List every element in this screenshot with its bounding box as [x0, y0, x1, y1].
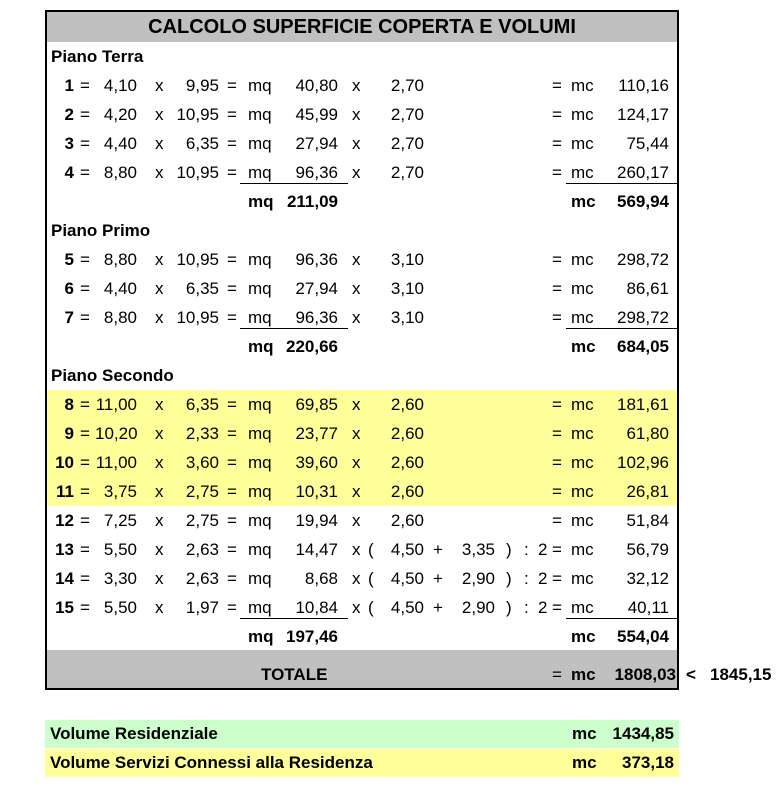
- equals-sign: =: [80, 134, 90, 153]
- summary-label: Volume Residenziale: [50, 724, 218, 743]
- summary-label: Volume Servizi Connessi alla Residenza: [50, 753, 373, 772]
- volume-value: 110,16: [618, 76, 669, 95]
- equals-sign: =: [552, 569, 562, 588]
- equals-sign: =: [80, 395, 90, 414]
- subtotal-area-unit: mq: [248, 627, 274, 646]
- dimension-a: 5,50: [103, 598, 137, 617]
- area-value: 14,47: [295, 540, 338, 559]
- volume-unit: mc: [571, 540, 594, 559]
- height-value: 2,60: [390, 453, 424, 472]
- subtotal-rule: [240, 183, 348, 184]
- volume-value: 32,12: [626, 569, 669, 588]
- multiply-sign: x: [155, 598, 164, 617]
- table-row: [47, 564, 677, 593]
- open-paren: (: [368, 569, 374, 588]
- equals-sign: =: [80, 540, 90, 559]
- equals-sign: =: [552, 511, 562, 530]
- equals-sign: =: [552, 163, 562, 182]
- total-unit: mc: [571, 665, 596, 684]
- subtotal-volume: 569,94: [617, 192, 669, 211]
- height-value: 2,70: [390, 163, 424, 182]
- multiply-sign: x: [155, 569, 164, 588]
- total-equals: =: [552, 665, 562, 684]
- divisor: 2: [538, 569, 548, 588]
- dimension-a: 8,80: [103, 250, 137, 269]
- volume-unit: mc: [571, 250, 594, 269]
- volume-unit: mc: [571, 134, 594, 153]
- dimension-b: 6,35: [185, 395, 219, 414]
- dimension-a: 10,20: [95, 424, 138, 443]
- volume-value: 26,81: [626, 482, 669, 501]
- volume-value: 86,61: [626, 279, 669, 298]
- equals-sign: =: [80, 163, 90, 182]
- equals-sign: =: [80, 424, 90, 443]
- row-number: 13: [55, 540, 74, 559]
- multiply-sign: x: [155, 308, 164, 327]
- subtotal-volume-unit: mc: [571, 337, 596, 356]
- total-label: TOTALE: [261, 665, 328, 684]
- row-number: 3: [64, 134, 74, 153]
- dimension-a: 4,40: [103, 134, 137, 153]
- height-value: 3,10: [390, 308, 424, 327]
- subtotal-volume-unit: mc: [571, 627, 596, 646]
- subtotal-area: 197,46: [286, 627, 338, 646]
- volume-unit: mc: [571, 453, 594, 472]
- table-row: [47, 71, 677, 100]
- volume-value: 75,44: [626, 134, 669, 153]
- dimension-b: 2,75: [185, 511, 219, 530]
- volume-value: 56,79: [626, 540, 669, 559]
- dimension-a: 8,80: [103, 163, 137, 182]
- dimension-b: 10,95: [176, 250, 219, 269]
- dimension-b: 6,35: [185, 134, 219, 153]
- area-value: 69,85: [295, 395, 338, 414]
- equals-sign: =: [227, 76, 237, 95]
- plus-sign: +: [433, 540, 443, 559]
- equals-sign: =: [227, 163, 237, 182]
- multiply-sign: x: [352, 453, 361, 472]
- dimension-a: 4,10: [103, 76, 137, 95]
- equals-sign: =: [552, 424, 562, 443]
- subtotal-row: [47, 187, 677, 216]
- equals-sign: =: [227, 540, 237, 559]
- equals-sign: =: [227, 105, 237, 124]
- section-header: Piano Primo: [51, 221, 151, 240]
- volume-value: 40,11: [627, 598, 669, 617]
- height-value: 4,50: [390, 540, 424, 559]
- multiply-sign: x: [352, 163, 361, 182]
- subtotal-rule: [566, 183, 679, 184]
- divide-sign: :: [524, 598, 529, 617]
- multiply-sign: x: [155, 76, 164, 95]
- equals-sign: =: [80, 308, 90, 327]
- area-unit: mq: [248, 279, 272, 298]
- area-unit: mq: [248, 569, 272, 588]
- row-number: 10: [55, 453, 74, 472]
- area-unit: mq: [248, 424, 272, 443]
- subtotal-area-unit: mq: [248, 192, 274, 211]
- dimension-b: 3,60: [185, 453, 219, 472]
- height-value: 2,60: [390, 511, 424, 530]
- area-unit: mq: [248, 76, 272, 95]
- dimension-a: 4,40: [103, 279, 137, 298]
- multiply-sign: x: [352, 134, 361, 153]
- area-value: 45,99: [295, 105, 338, 124]
- row-number: 8: [64, 395, 74, 414]
- section-header: Piano Secondo: [51, 366, 174, 385]
- height-value: 2,60: [390, 482, 424, 501]
- area-unit: mq: [248, 598, 272, 617]
- table-row: [47, 535, 677, 564]
- divisor: 2: [538, 598, 548, 617]
- height-value: 2,70: [390, 134, 424, 153]
- area-value: 40,80: [295, 76, 338, 95]
- subtotal-row: [47, 332, 677, 361]
- equals-sign: =: [552, 308, 562, 327]
- dimension-a: 3,30: [103, 569, 137, 588]
- row-number: 15: [55, 598, 74, 617]
- equals-sign: =: [227, 453, 237, 472]
- area-value: 10,31: [295, 482, 338, 501]
- height-value: 2,60: [390, 395, 424, 414]
- height-value: 3,10: [390, 279, 424, 298]
- row-number: 9: [64, 424, 74, 443]
- multiply-sign: x: [155, 424, 164, 443]
- dimension-b: 2,63: [185, 569, 219, 588]
- multiply-sign: x: [155, 250, 164, 269]
- section-header: Piano Terra: [51, 47, 144, 66]
- height-value: 4,50: [390, 569, 424, 588]
- subtotal-rule: [566, 328, 679, 329]
- row-number: 14: [55, 569, 74, 588]
- dimension-b: 2,33: [185, 424, 219, 443]
- volume-unit: mc: [571, 105, 594, 124]
- volume-value: 181,61: [617, 395, 669, 414]
- dimension-b: 2,75: [185, 482, 219, 501]
- multiply-sign: x: [352, 511, 361, 530]
- multiply-sign: x: [352, 279, 361, 298]
- equals-sign: =: [227, 395, 237, 414]
- table-row: [47, 390, 677, 419]
- equals-sign: =: [227, 569, 237, 588]
- volume-unit: mc: [571, 163, 594, 182]
- table-row: [47, 274, 677, 303]
- multiply-sign: x: [155, 395, 164, 414]
- height-value-2: 2,90: [461, 569, 495, 588]
- area-value: 96,36: [295, 163, 338, 182]
- volume-unit: mc: [571, 279, 594, 298]
- multiply-sign: x: [352, 569, 361, 588]
- multiply-sign: x: [352, 598, 361, 617]
- row-number: 4: [64, 163, 74, 182]
- total-row: [47, 650, 677, 690]
- summary-value: 373,18: [622, 753, 674, 772]
- dimension-b: 9,95: [185, 76, 219, 95]
- dimension-b: 10,95: [176, 163, 219, 182]
- equals-sign: =: [80, 453, 90, 472]
- total-value: 1808,03: [614, 665, 676, 684]
- area-unit: mq: [248, 540, 272, 559]
- summary-unit: mc: [572, 724, 597, 743]
- area-value: 96,36: [295, 250, 338, 269]
- multiply-sign: x: [155, 279, 164, 298]
- area-unit: mq: [248, 453, 272, 472]
- area-unit: mq: [248, 105, 272, 124]
- multiply-sign: x: [155, 540, 164, 559]
- multiply-sign: x: [352, 76, 361, 95]
- height-value-2: 3,35: [461, 540, 495, 559]
- equals-sign: =: [552, 250, 562, 269]
- equals-sign: =: [227, 511, 237, 530]
- height-value-2: 2,90: [461, 598, 495, 617]
- area-unit: mq: [248, 163, 272, 182]
- dimension-a: 3,75: [103, 482, 137, 501]
- subtotal-area: 211,09: [286, 192, 338, 211]
- multiply-sign: x: [155, 482, 164, 501]
- multiply-sign: x: [352, 395, 361, 414]
- summary-value: 1434,85: [612, 724, 674, 743]
- table-row: [47, 477, 677, 506]
- height-value: 2,70: [390, 105, 424, 124]
- volume-unit: mc: [571, 424, 594, 443]
- equals-sign: =: [80, 482, 90, 501]
- height-value: 3,10: [390, 250, 424, 269]
- volume-unit: mc: [571, 308, 594, 327]
- equals-sign: =: [227, 598, 237, 617]
- divide-sign: :: [524, 540, 529, 559]
- equals-sign: =: [552, 134, 562, 153]
- multiply-sign: x: [352, 105, 361, 124]
- multiply-sign: x: [352, 308, 361, 327]
- close-paren: ): [506, 540, 512, 559]
- dimension-a: 11,00: [95, 453, 137, 472]
- multiply-sign: x: [352, 540, 361, 559]
- subtotal-row: [47, 622, 677, 651]
- table-row: [47, 506, 677, 535]
- volume-value: 298,72: [617, 250, 669, 269]
- summary-row-residential: [45, 720, 679, 748]
- area-value: 27,94: [295, 134, 338, 153]
- height-value: 4,50: [390, 598, 424, 617]
- subtotal-volume-unit: mc: [571, 192, 596, 211]
- volume-unit: mc: [571, 395, 594, 414]
- area-unit: mq: [248, 511, 272, 530]
- multiply-sign: x: [352, 250, 361, 269]
- equals-sign: =: [552, 540, 562, 559]
- subtotal-rule: [566, 618, 679, 619]
- area-value: 27,94: [295, 279, 338, 298]
- multiply-sign: x: [352, 424, 361, 443]
- area-unit: mq: [248, 250, 272, 269]
- equals-sign: =: [227, 482, 237, 501]
- area-value: 96,36: [295, 308, 338, 327]
- equals-sign: =: [552, 482, 562, 501]
- dimension-b: 10,95: [176, 308, 219, 327]
- summary-unit: mc: [572, 753, 597, 772]
- equals-sign: =: [227, 250, 237, 269]
- equals-sign: =: [80, 279, 90, 298]
- divisor: 2: [538, 540, 548, 559]
- equals-sign: =: [80, 76, 90, 95]
- dimension-a: 11,00: [95, 395, 137, 414]
- area-unit: mq: [248, 395, 272, 414]
- row-number: 7: [64, 308, 74, 327]
- area-unit: mq: [248, 134, 272, 153]
- divide-sign: :: [524, 569, 529, 588]
- total-compare-sign: <: [686, 665, 696, 684]
- plus-sign: +: [433, 598, 443, 617]
- volume-unit: mc: [571, 482, 594, 501]
- volume-value: 124,17: [617, 105, 669, 124]
- equals-sign: =: [227, 279, 237, 298]
- subtotal-rule: [240, 618, 348, 619]
- table-title: CALCOLO SUPERFICIE COPERTA E VOLUMI: [47, 12, 677, 42]
- dimension-a: 8,80: [103, 308, 137, 327]
- volume-unit: mc: [571, 569, 594, 588]
- table-row: [47, 419, 677, 448]
- equals-sign: =: [80, 511, 90, 530]
- multiply-sign: x: [155, 134, 164, 153]
- subtotal-area: 220,66: [286, 337, 338, 356]
- equals-sign: =: [552, 395, 562, 414]
- area-value: 39,60: [295, 453, 338, 472]
- equals-sign: =: [552, 279, 562, 298]
- row-number: 12: [55, 511, 74, 530]
- equals-sign: =: [80, 250, 90, 269]
- dimension-a: 4,20: [103, 105, 137, 124]
- dimension-a: 7,25: [103, 511, 137, 530]
- dimension-b: 6,35: [185, 279, 219, 298]
- dimension-a: 5,50: [103, 540, 137, 559]
- height-value: 2,70: [390, 76, 424, 95]
- equals-sign: =: [552, 453, 562, 472]
- equals-sign: =: [227, 134, 237, 153]
- table-row: [47, 129, 677, 158]
- dimension-b: 2,63: [185, 540, 219, 559]
- subtotal-rule: [240, 328, 348, 329]
- dimension-b: 10,95: [176, 105, 219, 124]
- equals-sign: =: [227, 308, 237, 327]
- plus-sign: +: [433, 569, 443, 588]
- open-paren: (: [368, 540, 374, 559]
- volume-value: 51,84: [626, 511, 669, 530]
- equals-sign: =: [552, 76, 562, 95]
- close-paren: ): [506, 598, 512, 617]
- row-number: 2: [64, 105, 74, 124]
- dimension-b: 1,97: [185, 598, 219, 617]
- volume-calculation-table: [45, 10, 679, 690]
- volume-unit: mc: [571, 511, 594, 530]
- row-number: 5: [64, 250, 74, 269]
- table-row: [47, 100, 677, 129]
- area-value: 10,84: [295, 598, 338, 617]
- volume-value: 61,80: [626, 424, 669, 443]
- multiply-sign: x: [155, 511, 164, 530]
- table-row: [47, 448, 677, 477]
- volume-value: 298,72: [617, 308, 669, 327]
- multiply-sign: x: [155, 105, 164, 124]
- table-row: [47, 245, 677, 274]
- equals-sign: =: [80, 569, 90, 588]
- multiply-sign: x: [352, 482, 361, 501]
- summary-row-services: [45, 749, 679, 777]
- row-number: 1: [64, 76, 74, 95]
- subtotal-area-unit: mq: [248, 337, 274, 356]
- open-paren: (: [368, 598, 374, 617]
- equals-sign: =: [552, 598, 562, 617]
- volume-value: 102,96: [617, 453, 669, 472]
- close-paren: ): [506, 569, 512, 588]
- row-number: 6: [64, 279, 74, 298]
- area-value: 23,77: [295, 424, 338, 443]
- subtotal-volume: 684,05: [617, 337, 669, 356]
- total-limit-value: 1845,15: [710, 665, 772, 684]
- equals-sign: =: [80, 105, 90, 124]
- area-value: 8,68: [304, 569, 338, 588]
- equals-sign: =: [552, 105, 562, 124]
- volume-unit: mc: [571, 598, 594, 617]
- equals-sign: =: [80, 598, 90, 617]
- area-unit: mq: [248, 482, 272, 501]
- equals-sign: =: [227, 424, 237, 443]
- multiply-sign: x: [155, 163, 164, 182]
- area-value: 19,94: [295, 511, 338, 530]
- multiply-sign: x: [155, 453, 164, 472]
- height-value: 2,60: [390, 424, 424, 443]
- area-unit: mq: [248, 308, 272, 327]
- row-number: 11: [56, 482, 74, 501]
- volume-value: 260,17: [617, 163, 669, 182]
- subtotal-volume: 554,04: [617, 627, 669, 646]
- volume-unit: mc: [571, 76, 594, 95]
